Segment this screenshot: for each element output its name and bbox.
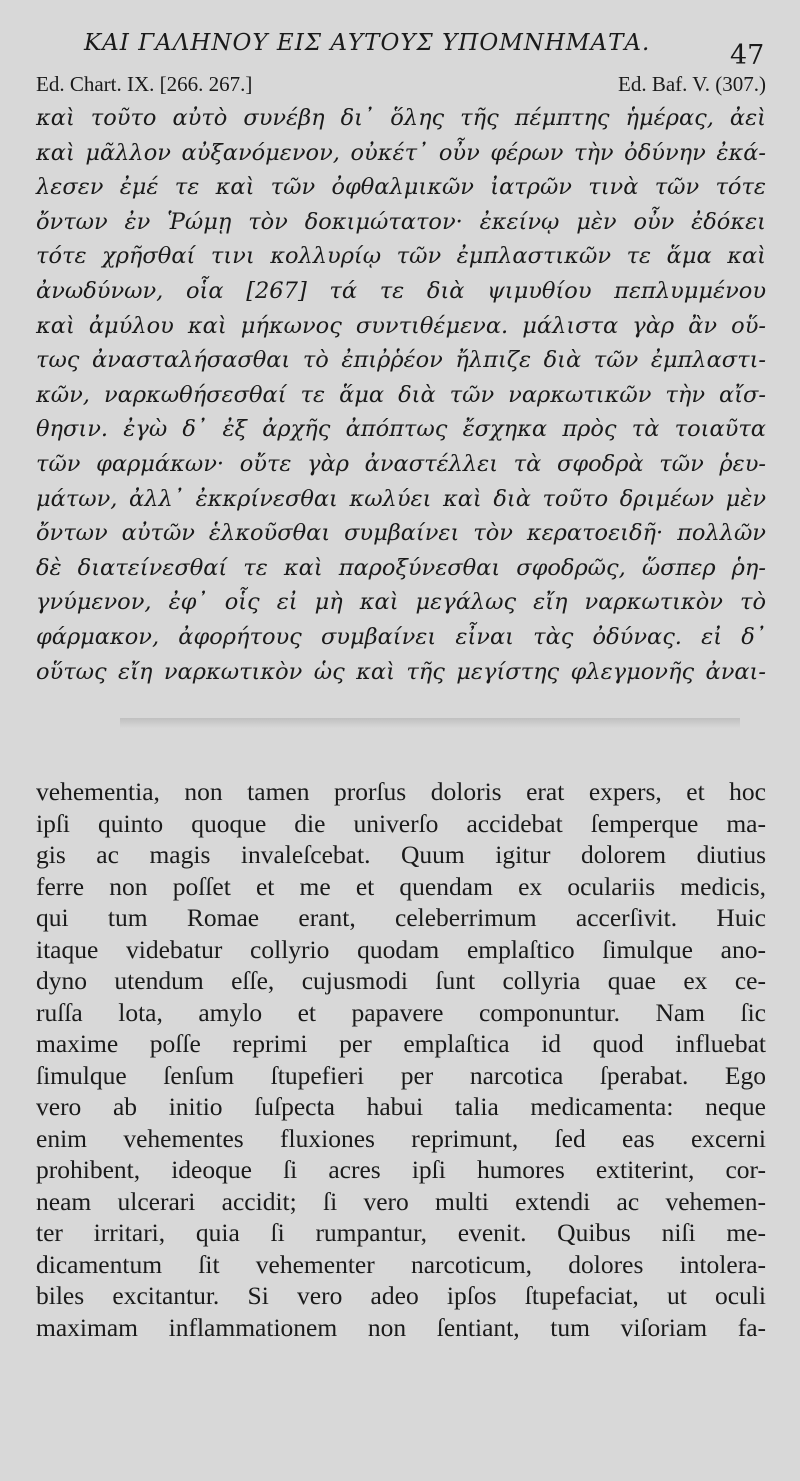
- latin-line: ipſi quinto quoque die univerſo accidebat ſemperque ma-: [36, 808, 766, 838]
- latin-line: qui tum Romae erant, celeberrimum accerſivit. Huic: [36, 903, 766, 932]
- latin-line: prohibent, ideoque ſi acres ipſi humores extiterint, cor-: [36, 1155, 766, 1184]
- latin-line: dyno utendum eſſe, cujusmodi ſunt collyria quae ex ce-: [36, 966, 766, 995]
- greek-line: τότε χρῆσθαί τινι κολλυρίῳ τῶν ἐμπλαστικῶν τε ἅμα καὶ: [36, 243, 766, 270]
- greek-line: θησιν. ἐγὼ δ᾽ ἐξ ἀρχῆς ἀπόπτως ἔσχηκα πρὸς τὰ τοιαῦτα: [36, 416, 766, 443]
- latin-line: ruſſa lota, amylo et papavere componuntur. Nam ſic: [36, 997, 766, 1027]
- latin-line: maximam inflammationem non ſentiant, tum viſoriam fa-: [36, 1312, 766, 1342]
- latin-line: ter irritari, quia ſi rumpantur, evenit. Quibus niſi me-: [36, 1218, 766, 1247]
- latin-line: ſimulque ſenſum ſtupefieri per narcotica ſperabat. Ego: [36, 1060, 766, 1090]
- edition-references: [36, 72, 766, 102]
- latin-line: itaque videbatur collyrio quodam emplaſtico ſimulque ano-: [36, 934, 766, 964]
- greek-line: τῶν φαρμάκων· οὔτε γὰρ ἀναστέλλει τὰ σφοδρὰ τῶν ῥευ-: [36, 450, 766, 477]
- greek-line: μάτων, ἀλλ᾽ ἐκκρίνεσθαι κωλύει καὶ διὰ τοῦτο δριμέων μὲν: [36, 485, 766, 512]
- edition-chart-reference: Ed. Chart. IX. [266. 267.]: [36, 72, 253, 96]
- bleed-through-smudge: [120, 718, 740, 728]
- latin-line: vero ab initio ſuſpecta habui talia medicamenta: neque: [36, 1092, 766, 1121]
- page-number: 47: [730, 40, 765, 71]
- greek-line: καὶ μᾶλλον αὐξανόμενον, οὐκέτ᾽ οὖν φέρων τὴν ὀδύνην ἐκά-: [36, 139, 766, 166]
- latin-line: gis ac magis invaleſcebat. Quum igitur dolorem diutius: [36, 840, 766, 869]
- latin-line: vehementia, non tamen prorſus doloris erat expers, et hoc: [36, 777, 766, 806]
- greek-line: γνύμενον, ἐφ᾽ οἷς εἰ μὴ καὶ μεγάλως εἴη ναρκωτικὸν τὸ: [36, 589, 766, 616]
- greek-line: τως ἀνασταλήσασθαι τὸ ἐπιῤῥέον ἤλπιζε διὰ τῶν ἐμπλαστι-: [36, 347, 766, 374]
- latin-line: dicamentum ſit vehementer narcoticum, dolores intolera-: [36, 1249, 766, 1279]
- latin-line: biles excitantur. Si vero adeo ipſos ſtupefaciat, ut oculi: [36, 1281, 766, 1310]
- greek-line: καὶ ἀμύλου καὶ μήκωνος συντιθέμενα. μάλιστα γὰρ ἂν οὕ-: [36, 312, 766, 339]
- greek-line: ἀνωδύνων, οἷα [267] τά τε διὰ ψιμυθίου πεπλυμμένου: [36, 277, 766, 304]
- greek-text-block: [36, 101, 766, 689]
- latin-line: ferre non poſſet et me et quendam ex oculariis medicis,: [36, 871, 766, 901]
- latin-text-block: [36, 776, 766, 1343]
- latin-line: maxime poſſe reprimi per emplaſtica id quod influebat: [36, 1029, 766, 1058]
- greek-line: ὄντων ἐν Ῥώμῃ τὸν δοκιμώτατον· ἐκείνῳ μὲν οὖν ἐδόκει: [36, 208, 766, 235]
- latin-line: enim vehementes fluxiones reprimunt, ſed eas excerni: [36, 1123, 766, 1153]
- greek-line: λεσεν ἐμέ τε καὶ τῶν ὀφθαλμικῶν ἰατρῶν τινὰ τῶν τότε: [36, 174, 766, 201]
- greek-line: δὲ διατείνεσθαί τε καὶ παροξύνεσθαι σφοδρῶς, ὥσπερ ῥη-: [36, 554, 766, 581]
- greek-line: ὄντων αὐτῶν ἑλκοῦσθαι συμβαίνει τὸν κερατοειδῆ· πολλῶν: [36, 520, 766, 547]
- greek-line: οὕτως εἴη ναρκωτικὸν ὡς καὶ τῆς μεγίστης φλεγμονῆς ἀναι-: [36, 658, 766, 685]
- greek-line: καὶ τοῦτο αὐτὸ συνέβη δι᾽ ὅλης τῆς πέμπτης ἡμέρας, ἀεὶ: [36, 105, 766, 131]
- latin-line: neam ulcerari accidit; ſi vero multi extendi ac vehemen-: [36, 1186, 766, 1216]
- running-title: ΚΑΙ ΓΑΛΗΝΟΥ ΕΙΣ ΑΥΤΟΥΣ ΥΠΟΜΝΗΜΑΤΑ.: [84, 30, 651, 56]
- edition-basel-reference: Ed. Baf. V. (307.): [618, 72, 766, 96]
- greek-line: φάρμακον, ἀφορήτους συμβαίνει εἶναι τὰς ὀδύνας. εἰ δ᾽: [36, 623, 766, 650]
- greek-line: κῶν, ναρκωθήσεσθαί τε ἅμα διὰ τῶν ναρκωτικῶν τὴν αἴσ-: [36, 381, 766, 408]
